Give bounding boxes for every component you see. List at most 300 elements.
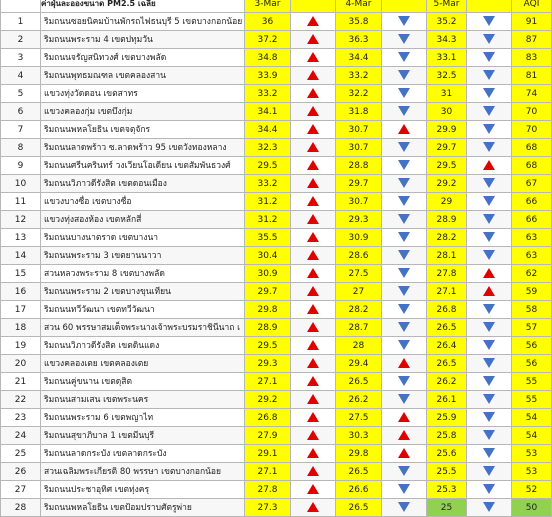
header-trend-1 — [291, 0, 336, 13]
table-row — [1, 211, 552, 229]
row-index: 10 — [1, 175, 41, 193]
row-index: 12 — [1, 211, 41, 229]
trend-4-mar — [382, 13, 427, 31]
value-5-mar: 25.9 — [427, 409, 467, 427]
aqi-value: 57 — [512, 319, 552, 337]
triangle-up-icon — [307, 124, 319, 134]
trend-5-mar — [467, 319, 512, 337]
value-4-mar: 26.6 — [336, 481, 382, 499]
row-index: 11 — [1, 193, 41, 211]
trend-4-mar — [382, 193, 427, 211]
aqi-value: 70 — [512, 103, 552, 121]
value-5-mar: 34.3 — [427, 31, 467, 49]
value-4-mar: 34.4 — [336, 49, 382, 67]
triangle-down-icon — [483, 394, 495, 404]
value-5-mar: 32.5 — [427, 67, 467, 85]
value-5-mar: 28.9 — [427, 211, 467, 229]
station-name: แขวงคลองกุ่ม เขตบึงกุ่ม — [41, 103, 245, 121]
value-4-mar: 30.7 — [336, 139, 382, 157]
trend-4-mar — [382, 49, 427, 67]
row-index: 20 — [1, 355, 41, 373]
station-name: ริมถนนบางนาตราด เขตบางนา — [41, 229, 245, 247]
row-index: 27 — [1, 481, 41, 499]
table-row — [1, 31, 552, 49]
header-row — [1, 0, 552, 13]
value-3-mar: 29.8 — [245, 301, 291, 319]
triangle-down-icon — [483, 250, 495, 260]
value-5-mar: 25 — [427, 499, 467, 517]
value-4-mar: 35.8 — [336, 13, 382, 31]
aqi-value: 53 — [512, 463, 552, 481]
value-4-mar: 36.3 — [336, 31, 382, 49]
triangle-down-icon — [483, 304, 495, 314]
aqi-value: 54 — [512, 427, 552, 445]
trend-3-mar — [291, 337, 336, 355]
value-5-mar: 29.9 — [427, 121, 467, 139]
value-5-mar: 26.4 — [427, 337, 467, 355]
table-row — [1, 247, 552, 265]
header-date-3: 5-Mar — [427, 0, 467, 13]
row-index: 13 — [1, 229, 41, 247]
triangle-up-icon — [307, 502, 319, 512]
triangle-up-icon — [307, 484, 319, 494]
value-3-mar: 27.1 — [245, 373, 291, 391]
triangle-up-icon — [398, 358, 410, 368]
trend-5-mar — [467, 211, 512, 229]
value-5-mar: 31 — [427, 85, 467, 103]
table-row — [1, 157, 552, 175]
triangle-down-icon — [483, 88, 495, 98]
triangle-down-icon — [398, 232, 410, 242]
value-3-mar: 29.5 — [245, 337, 291, 355]
triangle-up-icon — [307, 178, 319, 188]
aqi-value: 68 — [512, 157, 552, 175]
station-name: แขวงบางซื่อ เขตบางซื่อ — [41, 193, 245, 211]
row-index: 28 — [1, 499, 41, 517]
triangle-up-icon — [398, 448, 410, 458]
table-row — [1, 139, 552, 157]
value-3-mar: 29.3 — [245, 355, 291, 373]
aqi-value: 55 — [512, 373, 552, 391]
value-3-mar: 32.3 — [245, 139, 291, 157]
trend-3-mar — [291, 409, 336, 427]
triangle-up-icon — [307, 448, 319, 458]
table-row — [1, 265, 552, 283]
trend-4-mar — [382, 121, 427, 139]
triangle-up-icon — [307, 70, 319, 80]
value-3-mar: 29.5 — [245, 157, 291, 175]
table-row — [1, 229, 552, 247]
aqi-value: 50 — [512, 499, 552, 517]
value-4-mar: 27 — [336, 283, 382, 301]
triangle-down-icon — [398, 52, 410, 62]
trend-5-mar — [467, 175, 512, 193]
table-body — [1, 13, 552, 517]
triangle-down-icon — [483, 484, 495, 494]
station-name: ริมถนนวิภาวดีรังสิต เขตดินแดง — [41, 337, 245, 355]
trend-5-mar — [467, 427, 512, 445]
row-index: 26 — [1, 463, 41, 481]
triangle-down-icon — [398, 160, 410, 170]
row-index: 1 — [1, 13, 41, 31]
trend-5-mar — [467, 301, 512, 319]
value-3-mar: 33.2 — [245, 175, 291, 193]
value-5-mar: 26.2 — [427, 373, 467, 391]
triangle-down-icon — [483, 502, 495, 512]
table-row — [1, 463, 552, 481]
trend-4-mar — [382, 355, 427, 373]
row-index: 18 — [1, 319, 41, 337]
header-station: ค่าฝุ่นละอองขนาด PM2.5 เฉลี่ย — [41, 0, 245, 13]
triangle-down-icon — [398, 376, 410, 386]
trend-3-mar — [291, 373, 336, 391]
triangle-down-icon — [483, 178, 495, 188]
triangle-down-icon — [483, 106, 495, 116]
value-4-mar: 33.2 — [336, 67, 382, 85]
table-row — [1, 85, 552, 103]
trend-3-mar — [291, 283, 336, 301]
table-row — [1, 13, 552, 31]
header-aqi: AQI — [512, 0, 552, 13]
row-index: 8 — [1, 139, 41, 157]
trend-4-mar — [382, 301, 427, 319]
row-index: 6 — [1, 103, 41, 121]
value-4-mar: 26.2 — [336, 391, 382, 409]
triangle-up-icon — [307, 430, 319, 440]
trend-4-mar — [382, 283, 427, 301]
trend-4-mar — [382, 427, 427, 445]
station-name: ริมถนนลาดพร้าว ซ.ลาดพร้าว 95 เขตวังทองหลาง — [41, 139, 245, 157]
header-date-1: 3-Mar — [245, 0, 291, 13]
triangle-up-icon — [307, 340, 319, 350]
station-name: ริมถนนทวีวัฒนา เขตทวีวัฒนา — [41, 301, 245, 319]
triangle-down-icon — [398, 286, 410, 296]
triangle-up-icon — [307, 52, 319, 62]
trend-4-mar — [382, 319, 427, 337]
trend-5-mar — [467, 13, 512, 31]
triangle-up-icon — [307, 160, 319, 170]
row-index: 24 — [1, 427, 41, 445]
triangle-down-icon — [483, 340, 495, 350]
triangle-up-icon — [307, 412, 319, 422]
aqi-value: 67 — [512, 175, 552, 193]
aqi-value: 68 — [512, 139, 552, 157]
trend-4-mar — [382, 157, 427, 175]
aqi-value: 63 — [512, 247, 552, 265]
triangle-down-icon — [398, 142, 410, 152]
value-5-mar: 25.6 — [427, 445, 467, 463]
aqi-value: 74 — [512, 85, 552, 103]
row-index: 14 — [1, 247, 41, 265]
triangle-up-icon — [307, 88, 319, 98]
value-3-mar: 29.1 — [245, 445, 291, 463]
trend-3-mar — [291, 247, 336, 265]
value-3-mar: 33.9 — [245, 67, 291, 85]
row-index: 2 — [1, 31, 41, 49]
value-4-mar: 28.6 — [336, 247, 382, 265]
header-trend-2 — [382, 0, 427, 13]
triangle-down-icon — [483, 196, 495, 206]
triangle-down-icon — [398, 340, 410, 350]
triangle-up-icon — [307, 106, 319, 116]
trend-5-mar — [467, 139, 512, 157]
aqi-value: 83 — [512, 49, 552, 67]
triangle-up-icon — [307, 466, 319, 476]
station-name: ริมถนนพหลโยธิน เขตจตุจักร — [41, 121, 245, 139]
aqi-value: 87 — [512, 31, 552, 49]
triangle-down-icon — [483, 16, 495, 26]
value-5-mar: 27.8 — [427, 265, 467, 283]
aqi-value: 56 — [512, 337, 552, 355]
station-name: ริมถนนสามเสน เขตพระนคร — [41, 391, 245, 409]
triangle-down-icon — [483, 124, 495, 134]
value-5-mar: 28.1 — [427, 247, 467, 265]
trend-5-mar — [467, 391, 512, 409]
station-name: ริมถนนพระราม 2 เขตบางขุนเทียน — [41, 283, 245, 301]
trend-3-mar — [291, 49, 336, 67]
table-row — [1, 193, 552, 211]
table-row — [1, 391, 552, 409]
value-5-mar: 26.8 — [427, 301, 467, 319]
trend-4-mar — [382, 373, 427, 391]
station-name: สวน 60 พรรษาสมเด็จพระนางเจ้าพระบรมราชินีนาถ เ — [41, 319, 245, 337]
triangle-down-icon — [398, 268, 410, 278]
triangle-up-icon — [307, 196, 319, 206]
value-4-mar: 29.3 — [336, 211, 382, 229]
value-4-mar: 27.5 — [336, 409, 382, 427]
trend-5-mar — [467, 193, 512, 211]
value-3-mar: 29.7 — [245, 283, 291, 301]
triangle-down-icon — [398, 178, 410, 188]
triangle-up-icon — [307, 34, 319, 44]
triangle-up-icon — [307, 322, 319, 332]
trend-3-mar — [291, 301, 336, 319]
trend-4-mar — [382, 499, 427, 517]
value-5-mar: 28.2 — [427, 229, 467, 247]
trend-3-mar — [291, 229, 336, 247]
aqi-value: 91 — [512, 13, 552, 31]
trend-3-mar — [291, 499, 336, 517]
value-3-mar: 26.8 — [245, 409, 291, 427]
row-index: 5 — [1, 85, 41, 103]
trend-4-mar — [382, 409, 427, 427]
station-name: ริมถนนประชาอุทิศ เขตทุ่งครุ — [41, 481, 245, 499]
triangle-down-icon — [483, 34, 495, 44]
value-3-mar: 36 — [245, 13, 291, 31]
trend-5-mar — [467, 481, 512, 499]
row-index: 9 — [1, 157, 41, 175]
row-index: 23 — [1, 409, 41, 427]
value-4-mar: 31.8 — [336, 103, 382, 121]
aqi-value: 66 — [512, 193, 552, 211]
trend-4-mar — [382, 247, 427, 265]
value-5-mar: 27.1 — [427, 283, 467, 301]
value-5-mar: 35.2 — [427, 13, 467, 31]
trend-4-mar — [382, 445, 427, 463]
station-name: ริมถนนจรัญสนิทวงศ์ เขตบางพลัด — [41, 49, 245, 67]
value-3-mar: 27.1 — [245, 463, 291, 481]
row-index: 3 — [1, 49, 41, 67]
trend-5-mar — [467, 121, 512, 139]
value-5-mar: 29 — [427, 193, 467, 211]
value-4-mar: 30.3 — [336, 427, 382, 445]
row-index: 4 — [1, 67, 41, 85]
table-row — [1, 427, 552, 445]
trend-5-mar — [467, 85, 512, 103]
station-name: ริมถนนพระราม 3 เขตยานนาวา — [41, 247, 245, 265]
triangle-down-icon — [398, 16, 410, 26]
value-4-mar: 30.7 — [336, 193, 382, 211]
value-4-mar: 28 — [336, 337, 382, 355]
trend-5-mar — [467, 283, 512, 301]
trend-5-mar — [467, 355, 512, 373]
trend-5-mar — [467, 229, 512, 247]
trend-5-mar — [467, 337, 512, 355]
value-3-mar: 30.9 — [245, 265, 291, 283]
value-3-mar: 29.2 — [245, 391, 291, 409]
triangle-down-icon — [398, 394, 410, 404]
aqi-value: 55 — [512, 391, 552, 409]
trend-3-mar — [291, 103, 336, 121]
table-row — [1, 445, 552, 463]
station-name: สวนหลวงพระราม 8 เขตบางพลัด — [41, 265, 245, 283]
station-name: ริมถนนลาดกระบัง เขตลาดกระบัง — [41, 445, 245, 463]
value-4-mar: 28.7 — [336, 319, 382, 337]
value-5-mar: 25.5 — [427, 463, 467, 481]
aqi-value: 58 — [512, 301, 552, 319]
triangle-up-icon — [307, 304, 319, 314]
value-5-mar: 29.5 — [427, 157, 467, 175]
table-row — [1, 103, 552, 121]
triangle-down-icon — [483, 142, 495, 152]
header-index — [1, 0, 41, 13]
value-3-mar: 34.4 — [245, 121, 291, 139]
station-name: ริมถนนพหลโยธิน เขตป้อมปราบศัตรูพ่าย — [41, 499, 245, 517]
trend-3-mar — [291, 211, 336, 229]
row-index: 25 — [1, 445, 41, 463]
table-row — [1, 481, 552, 499]
value-5-mar: 26.5 — [427, 319, 467, 337]
triangle-down-icon — [398, 322, 410, 332]
station-name: ริมถนนพุทธมณฑล เขตคลองสาน — [41, 67, 245, 85]
trend-4-mar — [382, 229, 427, 247]
triangle-down-icon — [398, 502, 410, 512]
aqi-value: 53 — [512, 445, 552, 463]
value-5-mar: 26.1 — [427, 391, 467, 409]
row-index: 7 — [1, 121, 41, 139]
triangle-up-icon — [307, 394, 319, 404]
trend-3-mar — [291, 31, 336, 49]
triangle-down-icon — [483, 412, 495, 422]
triangle-down-icon — [483, 358, 495, 368]
triangle-up-icon — [483, 268, 495, 278]
triangle-down-icon — [398, 214, 410, 224]
station-name: ริมถนนศรีนครินทร์ วงเวียนโอเดียน เขตสัมพันธวงศ์ — [41, 157, 245, 175]
row-index: 16 — [1, 283, 41, 301]
triangle-up-icon — [307, 358, 319, 368]
trend-3-mar — [291, 193, 336, 211]
value-4-mar: 29.8 — [336, 445, 382, 463]
triangle-down-icon — [483, 214, 495, 224]
triangle-down-icon — [483, 466, 495, 476]
trend-3-mar — [291, 67, 336, 85]
value-5-mar: 33.1 — [427, 49, 467, 67]
value-3-mar: 33.2 — [245, 85, 291, 103]
table-row — [1, 499, 552, 517]
triangle-up-icon — [307, 142, 319, 152]
value-4-mar: 27.5 — [336, 265, 382, 283]
value-4-mar: 29.7 — [336, 175, 382, 193]
triangle-up-icon — [483, 286, 495, 296]
triangle-down-icon — [398, 484, 410, 494]
triangle-up-icon — [307, 214, 319, 224]
aqi-value: 54 — [512, 409, 552, 427]
trend-3-mar — [291, 391, 336, 409]
triangle-down-icon — [483, 322, 495, 332]
trend-3-mar — [291, 85, 336, 103]
trend-4-mar — [382, 103, 427, 121]
trend-4-mar — [382, 463, 427, 481]
header-trend-3 — [467, 0, 512, 13]
trend-3-mar — [291, 445, 336, 463]
table-row — [1, 283, 552, 301]
trend-5-mar — [467, 373, 512, 391]
triangle-down-icon — [398, 466, 410, 476]
station-name: ริมถนนซอยนิคมบ้านพักรถไฟธนบุรี 5 เขตบางกอกน้อย — [41, 13, 245, 31]
triangle-up-icon — [307, 250, 319, 260]
triangle-down-icon — [398, 196, 410, 206]
trend-5-mar — [467, 409, 512, 427]
triangle-down-icon — [398, 250, 410, 260]
value-4-mar: 28.2 — [336, 301, 382, 319]
trend-4-mar — [382, 337, 427, 355]
trend-3-mar — [291, 355, 336, 373]
triangle-down-icon — [483, 376, 495, 386]
station-name: ริมถนนสุขาภิบาล 1 เขตมีนบุรี — [41, 427, 245, 445]
row-index: 15 — [1, 265, 41, 283]
aqi-value: 70 — [512, 121, 552, 139]
triangle-up-icon — [307, 376, 319, 386]
trend-3-mar — [291, 121, 336, 139]
triangle-down-icon — [483, 448, 495, 458]
trend-3-mar — [291, 463, 336, 481]
table-row — [1, 319, 552, 337]
triangle-up-icon — [398, 430, 410, 440]
value-4-mar: 29.4 — [336, 355, 382, 373]
value-3-mar: 31.2 — [245, 193, 291, 211]
value-3-mar: 27.8 — [245, 481, 291, 499]
aqi-value: 62 — [512, 265, 552, 283]
trend-4-mar — [382, 481, 427, 499]
station-name: แขวงทุ่งวัดดอน เขตสาทร — [41, 85, 245, 103]
table-row — [1, 409, 552, 427]
trend-5-mar — [467, 499, 512, 517]
triangle-down-icon — [483, 52, 495, 62]
value-4-mar: 26.5 — [336, 499, 382, 517]
value-3-mar: 37.2 — [245, 31, 291, 49]
triangle-down-icon — [483, 430, 495, 440]
value-3-mar: 30.4 — [245, 247, 291, 265]
aqi-value: 81 — [512, 67, 552, 85]
triangle-down-icon — [398, 88, 410, 98]
trend-5-mar — [467, 265, 512, 283]
aqi-value: 52 — [512, 481, 552, 499]
trend-3-mar — [291, 139, 336, 157]
station-name: แขวงทุ่งสองห้อง เขตหลักสี่ — [41, 211, 245, 229]
value-3-mar: 28.9 — [245, 319, 291, 337]
table-row — [1, 67, 552, 85]
triangle-down-icon — [398, 34, 410, 44]
